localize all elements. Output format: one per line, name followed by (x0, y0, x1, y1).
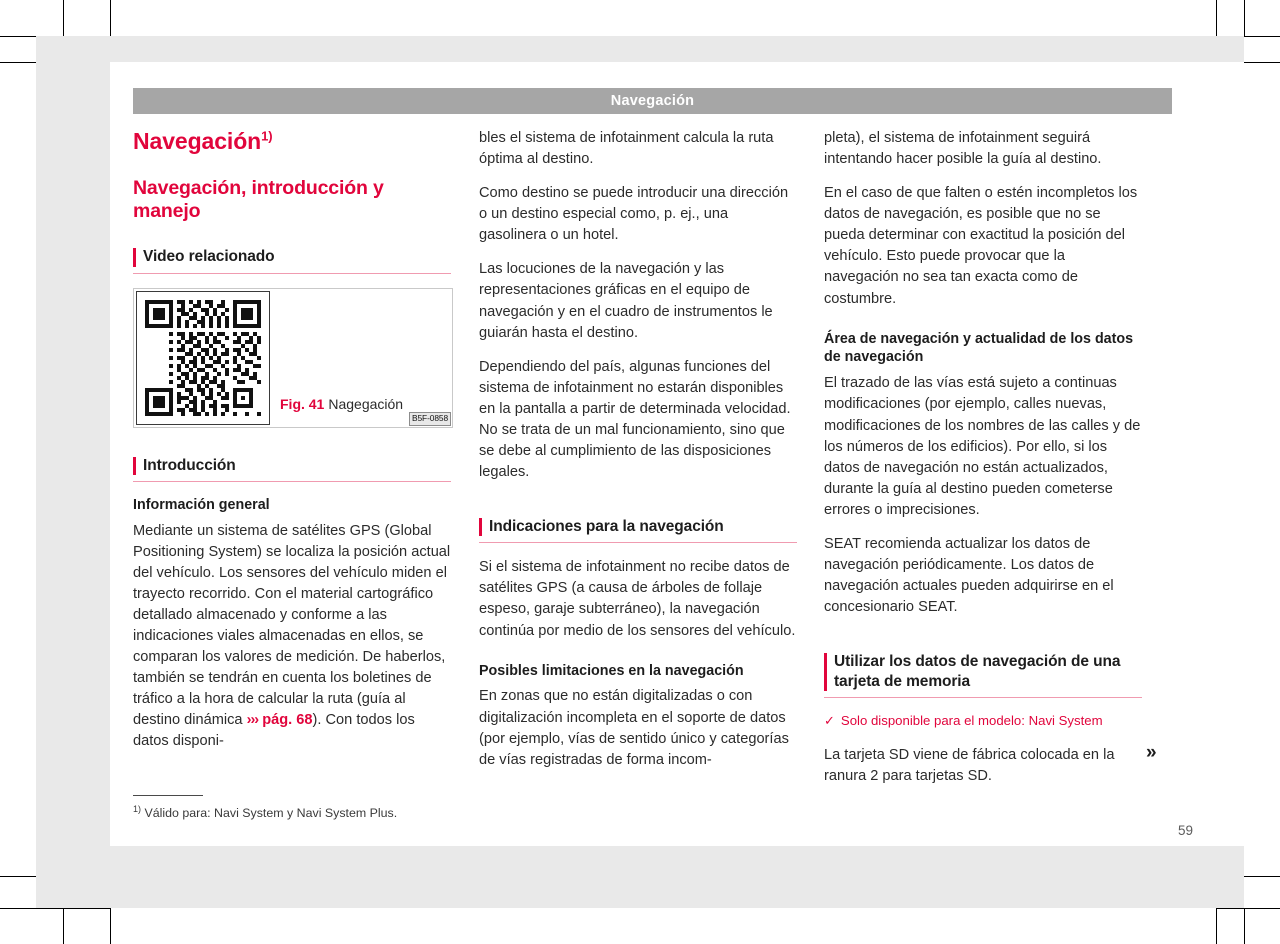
footnote-rule (133, 795, 203, 796)
chapter-subtitle: Navegación, introducción y manejo (133, 176, 384, 223)
section-heading-utilizar-datos-memoria (824, 652, 1142, 698)
crop-mark-bottom-left-vertical-inner (110, 908, 111, 944)
footnote-marker: 1) (133, 803, 142, 814)
footnote (133, 795, 463, 822)
column-left (133, 128, 451, 752)
footnote-text: Válido para: Navi System y Navi System Plus. (144, 806, 398, 820)
paragraph-pais-funciones: Dependiendo del país, algunas funciones del sistema de infotainment no estarán disponibles en la pantalla a partir de determinada velocidad. No se trata de un mal funcionamiento, sino que se debe al cumplimiento de las disposiciones legales. (479, 358, 791, 481)
section-heading-label: Video relacionado (143, 248, 275, 266)
paragraph-datos-incompletos: En el caso de que falten o estén incompletos los datos de navegación, es posible que no se pueda determinar con exactitud la posición del vehículo. Esto puede provocar que la navegación no sea tan exacta como de costumbre. (824, 185, 1138, 307)
page-columns (133, 128, 1173, 788)
paragraph-zonas-no-digitalizadas: En zonas que no están digitalizadas o con digitalización incompleta en el soporte de datos (por ejemplo, vías de sentido único y categorías de vías registradas de forma incom- (479, 688, 789, 768)
figure-caption-text: Nagegación (328, 396, 404, 413)
paragraph-text-part2: ). Con todos los datos disponi- (133, 712, 415, 750)
paragraph-informacion-general (133, 521, 451, 753)
figure-caption-number: Fig. 41 (280, 396, 325, 413)
page-number: 59 (1178, 823, 1194, 838)
chapter-title-text: Navegación (133, 128, 262, 154)
footnote-line (133, 805, 463, 822)
crop-mark-bottom-left-horizontal (0, 908, 110, 909)
crop-mark-top-left-vertical-inner (110, 0, 111, 36)
paragraph-trazado-vias: El trazado de las vías está sujeto a continuas modificaciones (por ejemplo, calles nuevas, modificaciones de los nombres de las calles y de los números de los edificios). Por ello, si los datos de navegación no están actualizados, durante la guía al destino pueden cometerse errores o imprecisiones. (824, 375, 1141, 518)
crop-mark-top-right-vertical (1216, 0, 1217, 36)
availability-note (824, 712, 1142, 730)
section-heading-label: Utilizar los datos de navegación de una tarjeta de memoria (834, 653, 1121, 691)
figure-caption (280, 394, 403, 414)
section-heading-label: Indicaciones para la navegación (489, 518, 724, 536)
cross-reference-arrow-icon: ››› (246, 712, 259, 729)
section-heading-introduccion (133, 456, 451, 482)
figure-qr-navegacion (133, 288, 453, 428)
paragraph-seat-recomienda: SEAT recomienda actualizar los datos de navegación periódicamente. Los datos de navegación actuales pueden adquirirse en el concesionario SEAT. (824, 535, 1114, 616)
availability-note-text: Solo disponible para el modelo: Navi System (840, 713, 1103, 729)
continuation-arrow-icon: » (1146, 742, 1156, 763)
section-heading-indicaciones (479, 517, 797, 543)
qr-code-icon (136, 291, 270, 425)
crop-mark-top-right-vertical-inner (1244, 0, 1245, 36)
cross-reference-link[interactable]: pág. 68 (262, 712, 313, 729)
paragraph-destino: Como destino se puede introducir una dirección o un destino especial como, p. ej., una gasolinera o un hotel. (479, 185, 789, 244)
crop-mark-bottom-left-vertical (63, 908, 64, 944)
chapter-title (133, 128, 451, 155)
subheading-informacion-general: Información general (133, 496, 270, 513)
paragraph-locuciones: Las locuciones de la navegación y las representaciones gráficas en el equipo de navegación y en el cuadro de instrumentos le guiarán hasta el destino. (479, 261, 773, 341)
paragraph-tarjeta-sd: La tarjeta SD viene de fábrica colocada en la ranura 2 para tarjetas SD. (824, 747, 1115, 785)
crop-mark-bottom-right-horizontal-inner (1244, 876, 1280, 877)
subheading-posibles-limitaciones: Posibles limitaciones en la navegación (479, 662, 744, 679)
check-icon: ✓ (824, 713, 835, 729)
crop-mark-top-left-vertical (63, 0, 64, 36)
subheading-area-navegacion: Área de navegación y actualidad de los datos de navegación (824, 330, 1134, 366)
paragraph-sin-gps: Si el sistema de infotainment no recibe datos de satélites GPS (a causa de árboles de follaje espeso, garaje subterráneo), la navegación continúa por medio de los sensores del vehículo. (479, 559, 796, 639)
crop-mark-bottom-right-vertical (1216, 908, 1217, 944)
paragraph-pleta-guia: pleta), el sistema de infotainment seguirá intentando hacer posible la guía al destino. (824, 130, 1102, 168)
crop-mark-bottom-right-horizontal (1216, 908, 1280, 909)
column-middle (479, 128, 797, 771)
running-header-title: Navegación (610, 93, 695, 109)
paragraph-ruta-optima: bles el sistema de infotainment calcula la ruta óptima al destino. (479, 130, 774, 168)
column-right (824, 128, 1142, 787)
figure-code-label: B5F-0858 (409, 412, 451, 426)
crop-mark-bottom-right-vertical-inner (1244, 908, 1245, 944)
running-header-bar (133, 88, 1172, 114)
paragraph-text-part1: Mediante un sistema de satélites GPS (Global Positioning System) se localiza la posición actual del vehículo. Los sensores del vehículo miden el trayecto recorrido. Con el material cartográfico detallado almacenado y conforme a las indicaciones viales almacenadas en ellos, se comparan los valores de medición. De haberlos, también se tendrán en cuenta los boletines de tráfico a la hora de calcular la ruta (guía al destino dinámica (133, 522, 451, 729)
chapter-title-footnote-marker: 1) (261, 128, 273, 144)
section-heading-video-relacionado (133, 247, 451, 273)
crop-mark-top-right-horizontal-inner (1244, 62, 1280, 63)
section-heading-label: Introducción (143, 456, 236, 474)
